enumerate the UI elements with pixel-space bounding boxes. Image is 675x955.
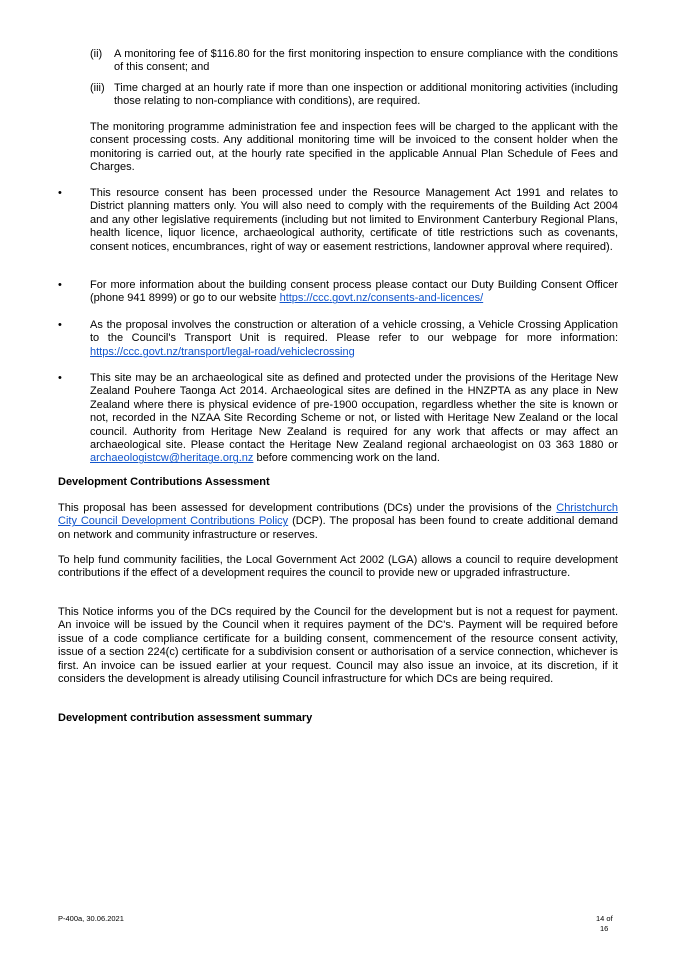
- form-code: P-400a, 30.06.2021: [58, 914, 124, 923]
- bullet-text: This site may be an archaeological site as defined and protected under the provisions of the Heritage New Zealand Pouhere Taonga Act 2014. Archaeological sites are defined in the HNZPTA as any place in New Zealand where there is physical evidence of pre-1900 occupation, regardless whether the site is known or not, recorded in the NZAA Site Recording Scheme or not, or listed with Heritage New Zealand or the local council. Authority from Heritage New Zealand is required for any work that affects or may affect an archaeological site. Please contact the Heritage New Zealand regional archaeologist on 03 363 1880 or archaeologistcw@heritage.org.nz before commencing work on the land.: [90, 372, 618, 465]
- bullet-dot: •: [58, 319, 62, 331]
- bullet-building-consent: [58, 279, 618, 306]
- bullet-dot: •: [58, 187, 62, 199]
- bullet-dot: •: [58, 372, 62, 384]
- list-text: Time charged at an hourly rate if more than one inspection or additional monitoring activities (including those relating to non-compliance with conditions), are required.: [114, 82, 618, 108]
- bullet-rma: [58, 187, 618, 254]
- archaeologist-email-link[interactable]: archaeologistcw@heritage.org.nz: [90, 452, 254, 465]
- dc-policy-link[interactable]: Christchurch City Council Development Contributions Policy: [58, 502, 618, 528]
- consents-link[interactable]: https://ccc.govt.nz/consents-and-licences/: [279, 292, 484, 305]
- page-number: 14 of 16: [596, 914, 613, 933]
- bullet-vehicle-crossing: [58, 319, 618, 359]
- bullet-text: As the proposal involves the construction or alteration of a vehicle crossing, a Vehicle Crossing Application to the Council's Transport Unit is required. Please refer to our webpage for more information: https://ccc.govt.nz/transport/legal-road/vehiclecrossing: [90, 319, 618, 358]
- list-number: (iii): [90, 82, 105, 94]
- dc-paragraph-2: To help fund community facilities, the Local Government Act 2002 (LGA) allows a council to require development contributions if the effect of a development requires the council to provide new or upgraded infrastructure.: [58, 554, 618, 580]
- bullet-archaeological: [58, 372, 618, 466]
- dc-paragraph-1: This proposal has been assessed for development contributions (DCs) under the provisions of the Christchurch City Council Development Contributions Policy (DCP). The proposal has been found to create additional demand on network and community infrastructure or reserves.: [58, 502, 618, 541]
- summary-heading: Development contribution assessment summary: [58, 712, 313, 724]
- vehicle-crossing-link[interactable]: https://ccc.govt.nz/transport/legal-road/vehiclecrossing: [90, 345, 355, 358]
- list-number: (ii): [90, 48, 103, 60]
- list-text: A monitoring fee of $116.80 for the first monitoring inspection to ensure compliance with the conditions of this consent; and: [114, 48, 618, 74]
- list-item-iii: [90, 82, 618, 109]
- bullet-text: This resource consent has been processed under the Resource Management Act 1991 and relates to District planning matters only. You will also need to comply with the requirements of the Building Act 2004 and any other legislative requirements (including but not limited to Environment Canterbury Regional Plans, health licence, liquor licence, archaeological authority, certificate of title restrictions such as covenants, consent notices, encumbrances, right of way or easement restrictions, landowner approval where required).: [90, 187, 618, 253]
- bullet-dot: •: [58, 279, 62, 291]
- bullet-text: For more information about the building consent process please contact our Duty Building Consent Officer (phone 941 8999) or go to our website https://ccc.govt.nz/consents-and-licences/: [90, 279, 618, 305]
- dc-paragraph-3: This Notice informs you of the DCs required by the Council for the development but is not a request for payment. An invoice will be issued by the Council when it requires payment of the DC's. Payment will be required before issue of a code compliance certificate for a building consent, commencement of the resource consent activity, issue of a section 224(c) certificate for a subdivision consent or authorisation of a service connection, whichever is first. An invoice can be issued earlier at your request. Council may also issue an invoice, at its discretion, if it considers the development is already utilising Council infrastructure for which DCs are being required.: [58, 606, 618, 686]
- dc-heading: Development Contributions Assessment: [58, 476, 270, 488]
- monitoring-paragraph: The monitoring programme administration fee and inspection fees will be charged to the applicant with the consent processing costs. Any additional monitoring time will be invoiced to the consent holder when the monitoring is carried out, at the hourly rate specified in the applicable Annual Plan Schedule of Fees and Charges.: [90, 121, 618, 174]
- list-item-ii: [90, 48, 618, 75]
